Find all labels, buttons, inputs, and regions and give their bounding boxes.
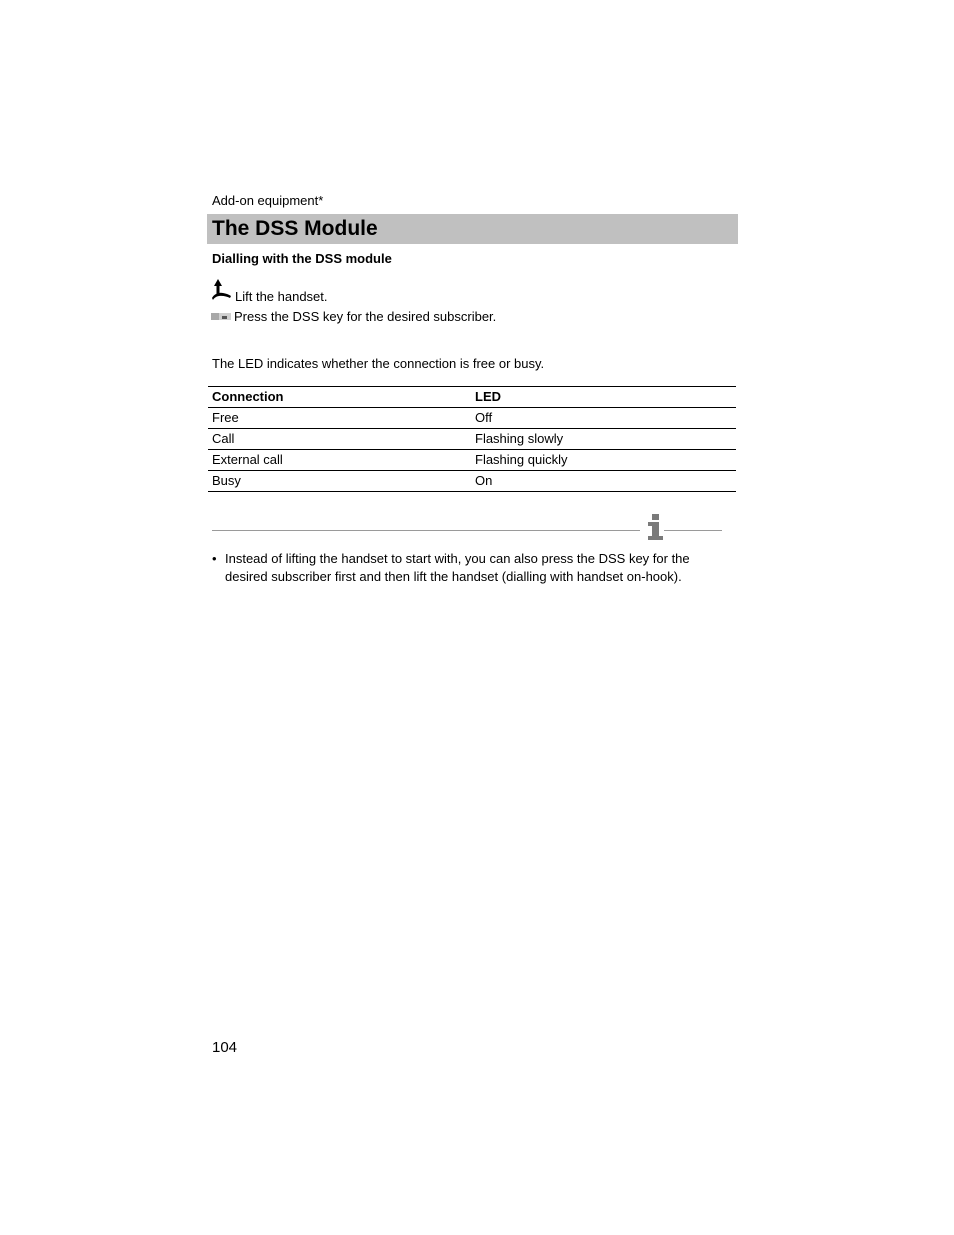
cell-connection: Call — [208, 429, 471, 450]
table-row — [208, 450, 736, 471]
column-header-connection: Connection — [208, 387, 471, 408]
lift-handset-icon — [211, 277, 232, 304]
dss-key-icon — [211, 309, 231, 324]
cell-connection: Busy — [208, 471, 471, 492]
cell-led: Off — [471, 408, 736, 429]
step-press-dss-key — [211, 309, 496, 324]
info-divider-right — [664, 530, 722, 531]
led-intro: The LED indicates whether the connection is free or busy. — [212, 356, 545, 371]
page-title: The DSS Module — [212, 217, 378, 240]
step-text: Lift the handset. — [235, 289, 328, 304]
subheading: Dialling with the DSS module — [212, 251, 392, 266]
cell-connection: External call — [208, 450, 471, 471]
page-number: 104 — [212, 1039, 238, 1056]
info-icon — [644, 510, 668, 542]
table-header-row — [208, 387, 736, 408]
title-bar — [207, 214, 738, 244]
step-lift-handset — [211, 277, 328, 304]
cell-connection: Free — [208, 408, 471, 429]
column-header-led: LED — [471, 387, 736, 408]
table-row — [208, 408, 736, 429]
cell-led: On — [471, 471, 736, 492]
cell-led: Flashing quickly — [471, 450, 736, 471]
section-label: Add-on equipment* — [212, 193, 324, 208]
info-note — [212, 550, 732, 585]
cell-led: Flashing slowly — [471, 429, 736, 450]
step-text: Press the DSS key for the desired subscriber. — [234, 309, 497, 324]
led-table — [208, 386, 736, 492]
info-divider-left — [212, 530, 640, 531]
bullet: • — [212, 551, 217, 566]
table-row — [208, 429, 736, 450]
table-row — [208, 471, 736, 492]
note-text: Instead of lifting the handset to start with, you can also press the DSS key for the desired subscriber first and then lift the handset (dialling with handset on-hook). — [225, 551, 690, 584]
